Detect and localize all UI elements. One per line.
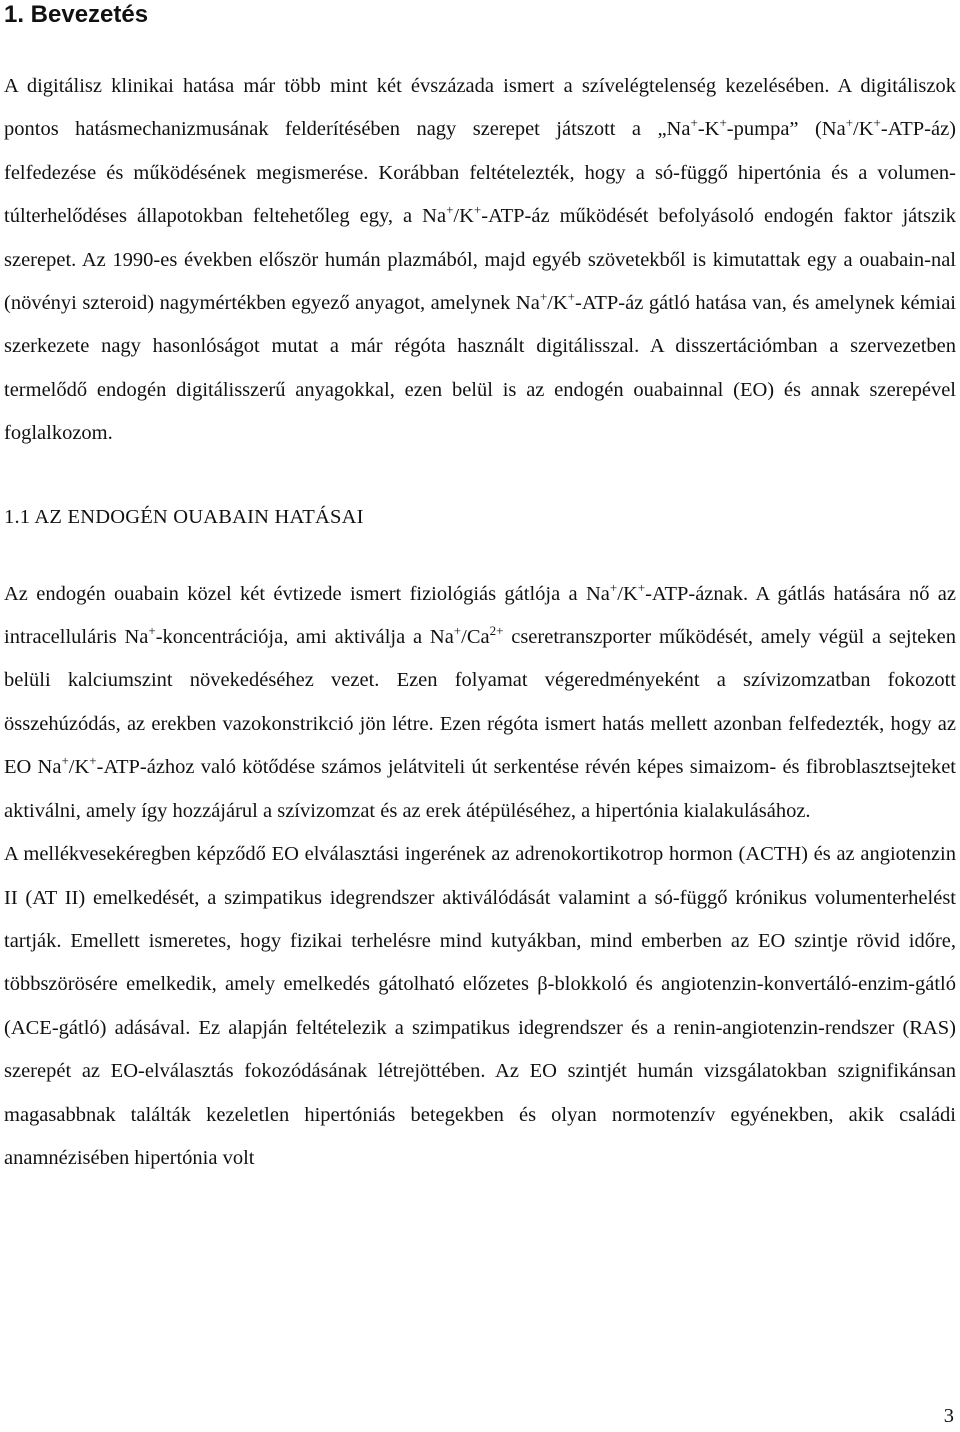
text-run: /K [547,292,568,315]
text-run: /K [453,205,474,228]
superscript: + [148,623,156,639]
paragraph-intro [4,65,956,456]
text-run: -pumpa” (Na [726,118,846,141]
document-page [4,0,956,1180]
text-run: /K [853,118,874,141]
text-run: Az endogén ouabain közel két évtizede ismert fiziológiás gátlója a Na [4,582,610,605]
text-run: cseretranszporter működését, amely végül a sejteken belüli kalciumszint növekedéséhez vezet. Ezen folyamat végeredményeként a szívizomzatban fokozott összehúzódás, az erekben vazokonstrikció jön létre. Ezen régóta ismert hatás mellett azonban felfedezték, hogy az EO Na [4,626,956,779]
text-run: A digitálisz klinikai hatása már több mint két évszázada ismert a szívelégtelenség kezelésében. A digitáliszok pontos hatásmechanizmusának felderítésében nagy szerepet játszott a „Na [4,75,956,141]
page-number: 3 [943,1405,954,1427]
superscript: + [473,202,482,218]
superscript: + [609,579,618,595]
text-run: A mellékvesekéregben képződő EO elválasztási ingerének az adrenokortikotrop hormon (ACTH) és az angiotenzin II (AT II) emelkedését, a szimpatikus idegrendszer aktiválódását valamint a só-függő krónikus volumenterhelést tartják. Emellett ismeretes, hogy fizikai terhelésre mind kutyákban, mind emberben az EO szintje rövid időre, többszörösére emelkedik, amely emelkedés gátolható előzetes β-blokkoló és angiotenzin-konvertáló-enzim-gátló (ACE-gátló) adásával. Ez alapján feltételezik a szimpatikus idegrendszer és a renin-angiotenzin-rendszer (RAS) szerepét az EO-elválasztás fokozódásának létrejöttében. Az EO szintjét humán vizsgálatokban szignifikánsan magasabbnak találták kezeletlen hipertóniás betegekben és olyan normotenzív egyénekben, akik családi anamnézisében hipertónia volt [4,843,956,1169]
superscript: + [873,115,881,131]
superscript: + [539,289,548,305]
text-run: /K [617,582,638,605]
text-run: -ATP-áz) felfedezése és működésének megismerése. Korábban feltételezték, hogy a só-függő hipertónia és a volumen-túlterhelődéses állapotokban feltehetőleg egy, a Na [4,118,957,228]
text-run: -koncentrációja, ami aktiválja a Na [155,626,454,649]
superscript: + [567,289,575,305]
text-run: -ATP-ázhoz való kötődése számos jelátviteli út serkentése révén képes simaizom- és fibroblasztsejteket aktiválni, amely így hozzájárul a szívizomzat és az erek átépüléséhez, a hipertónia kialakulásához. [4,756,957,822]
section-heading: 1. Bevezetés [4,1,149,28]
text-run: -ATP-áznak. A gátlás hatására nő az intracelluláris Na [4,582,957,649]
superscript: + [719,115,727,131]
text-run: -ATP-áz gátló hatása van, és amelynek kémiai szerkezete nagy hasonlóságot mutat a már régóta használt digitálisszal. A disszertációmban a szervezetben termelődő endogén digitálisszerű anyagokkal, ezen belül is az endogén ouabainnal (EO) és annak szerepével foglalkozom. [4,292,956,445]
text-run: -K [697,118,720,141]
text-run: /Ca [461,626,490,649]
text-run: /K [68,756,90,779]
superscript: + [453,623,462,639]
paragraph-ouabain-effects [4,573,956,833]
superscript: 2+ [489,623,504,639]
superscript: + [89,753,97,769]
superscript: + [446,202,454,218]
paragraph-secretion [4,833,956,1180]
superscript: + [690,115,698,131]
subsection-heading: 1.1 AZ ENDOGÉN OUABAIN HATÁSAI [4,505,364,528]
superscript: + [845,115,854,131]
text-run: -ATP-áz működését befolyásoló endogén faktor játszik szerepet. Az 1990-es években először humán plazmából, majd egyéb szövetekből is kimutattak egy a ouabain-nal (növényi szteroid) nagymértékben egyező anyagot, amelynek Na [4,205,956,315]
superscript: + [61,753,69,769]
superscript: + [637,579,646,595]
